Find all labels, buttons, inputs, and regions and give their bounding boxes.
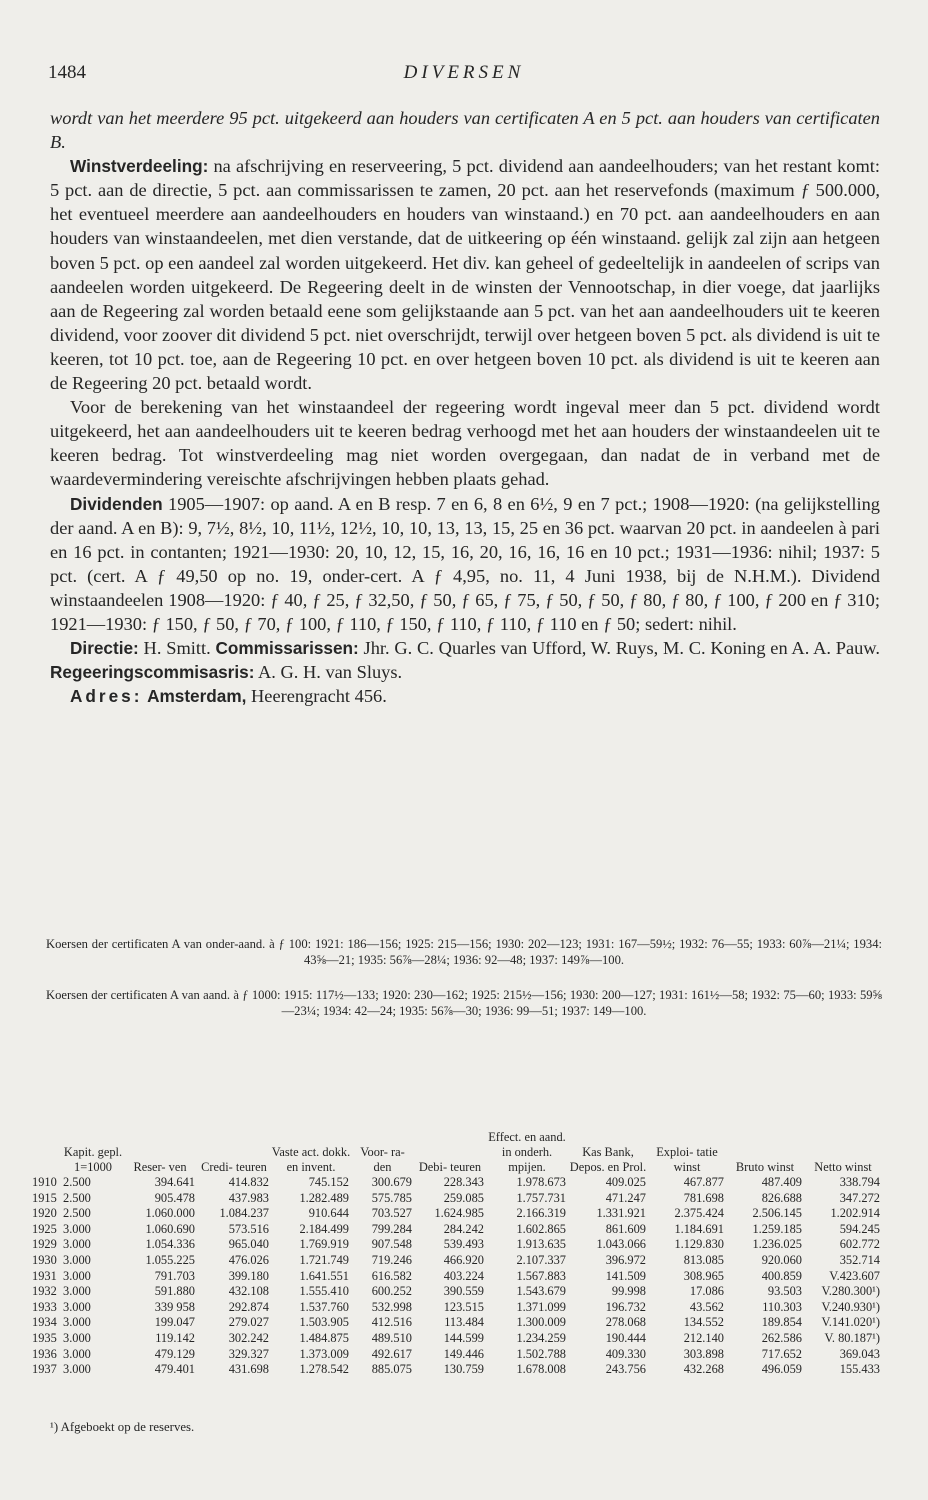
col-header-debiteuren: Debi- teuren (418, 1160, 482, 1174)
table-cell: 781.698 (683, 1190, 724, 1205)
table-cell: 1.678.008 (516, 1362, 566, 1377)
table-row (32, 1300, 882, 1316)
table-cell: 1.721.749 (299, 1252, 349, 1267)
table-cell: 352.714 (839, 1252, 880, 1267)
table-cell: 292.874 (228, 1299, 269, 1314)
table-cell: 479.129 (154, 1346, 195, 1361)
table-cell: 1.537.760 (299, 1299, 349, 1314)
table-cell: 489.510 (371, 1330, 412, 1345)
table-cell: 479.401 (154, 1362, 195, 1377)
table-cell: 492.617 (371, 1346, 412, 1361)
table-cell: 190.444 (605, 1330, 646, 1345)
table-cell: 3.000 (63, 1330, 91, 1345)
table-cell: 1.055.225 (145, 1252, 195, 1267)
table-cell-year: 1937 (32, 1362, 57, 1377)
table-cell: 1.060.000 (145, 1206, 195, 1221)
table-cell: 467.877 (683, 1175, 724, 1189)
table-cell: 791.703 (154, 1268, 195, 1283)
table-cell: 1.373.009 (299, 1346, 349, 1361)
table-cell: 432.268 (683, 1362, 724, 1377)
table-cell: 279.027 (228, 1315, 269, 1330)
table-cell: 1.555.410 (299, 1284, 349, 1299)
table-row (32, 1347, 882, 1363)
table-cell: 1.043.066 (596, 1237, 646, 1252)
table-cell: 965.040 (228, 1237, 269, 1252)
table-cell: 141.509 (605, 1268, 646, 1283)
table-cell: 496.059 (761, 1362, 802, 1377)
table-cell: V.240.930¹) (821, 1299, 880, 1314)
col-header-reserven: Reser- ven (133, 1160, 187, 1174)
dividenden-text: 1905—1907: op aand. A en B resp. 7 en 6, 8 en 6½, 9 en 7 pct.; 1908—1920: (na gelijkstelling der aand. A en B): 9, 7½, 8½, 10, 11½, 12½, 10, 10, 13, 13, 15, 25 en 36 pct. waarvan 20 pct. in aandeelen à pari en 16 pct. in contanten; 1921—1930: 20, 10, 12, 15, 16, 20, 16, 16, 16 en 10 pct.; 1931—1936: nihil; 1937: 5 pct. (cert. A ƒ 49,50 op no. 19, onder-cert. A ƒ 4,95, no. 11, 4 Juni 1938, bij de N.H.M.). Dividend winstaandeelen 1908—1920: ƒ 40, ƒ 25, ƒ 32,50, ƒ 50, ƒ 65, ƒ 75, ƒ 50, ƒ 50, ƒ 80, ƒ 80, ƒ 100, ƒ 200 en ƒ 310; 1921—1930: ƒ 150, ƒ 50, ƒ 70, ƒ 100, ƒ 110, ƒ 150, ƒ 110, ƒ 110, ƒ 110 en ƒ 50; sedert: nihil. (50, 493, 880, 634)
table-cell: V.423.607 (829, 1268, 880, 1283)
directie-paragraph (50, 636, 880, 684)
table-cell: 300.679 (371, 1175, 412, 1189)
table-cell: 1.371.099 (516, 1299, 566, 1314)
table-cell: 390.559 (443, 1284, 484, 1299)
table-cell: 93.503 (767, 1284, 802, 1299)
table-cell: 602.772 (839, 1237, 880, 1252)
table-cell: 409.330 (605, 1346, 646, 1361)
table-cell: 99.998 (611, 1284, 646, 1299)
table-cell-year: 1932 (32, 1284, 57, 1299)
table-cell: 119.142 (155, 1330, 195, 1345)
table-cell: 113.484 (444, 1315, 484, 1330)
table-cell: 2.107.337 (516, 1252, 566, 1267)
dividenden-label: Dividenden (70, 493, 163, 514)
table-cell-year: 1920 (32, 1206, 57, 1221)
table-row (32, 1175, 882, 1191)
table-row (32, 1284, 882, 1300)
page-number: 1484 (48, 62, 86, 83)
col-header-exploitatie-winst: Exploi- tatie winst (656, 1145, 718, 1174)
col-header-kas-bank: Kas Bank, Depos. en Prol. (569, 1145, 647, 1174)
table-cell: 3.000 (63, 1346, 91, 1361)
table-cell: 1.282.489 (299, 1190, 349, 1205)
table-cell: 1.331.921 (596, 1206, 646, 1221)
table-cell: 532.998 (371, 1299, 412, 1314)
table-cell: 17.086 (689, 1284, 724, 1299)
table-body (32, 1175, 882, 1378)
table-cell: 284.242 (443, 1221, 484, 1236)
table-cell-year: 1936 (32, 1346, 57, 1361)
table-row (32, 1253, 882, 1269)
table-cell: 1.236.025 (752, 1237, 802, 1252)
table-cell: 476.026 (228, 1252, 269, 1267)
table-cell: 329.327 (228, 1346, 269, 1361)
table-cell: 144.599 (443, 1330, 484, 1345)
table-cell-year: 1933 (32, 1299, 57, 1314)
table-cell: 3.000 (63, 1362, 91, 1377)
running-title: DIVERSEN (403, 62, 525, 83)
table-cell: 1.602.865 (516, 1221, 566, 1236)
table-cell: 369.043 (839, 1346, 880, 1361)
table-cell: 1.641.551 (299, 1268, 349, 1283)
table-cell: 539.493 (443, 1237, 484, 1252)
koersen-onder-aandeelen: Koersen der certificaten A van onder-aand. à ƒ 100: 1921: 186—156; 1925: 215—156; 1930: 202—123; 1931: 167—59½; 1932: 76—55; 1933: 60⅞—21¼; 1934: 43⅝—21; 1935: 56⅞—28¼; 1936: 92—48; 1937: 149⅞—100. (46, 937, 882, 967)
table-cell: 2.184.499 (299, 1221, 349, 1236)
table-cell: 920.060 (761, 1252, 802, 1267)
table-cell: V. 80.187¹) (824, 1330, 880, 1345)
table-cell: 409.025 (605, 1175, 646, 1189)
table-cell: 3.000 (63, 1284, 91, 1299)
table-cell: 1.259.185 (752, 1221, 802, 1236)
table-cell: 1.913.635 (516, 1237, 566, 1252)
winstverdeeling-text-2: 500.000, het eventueel meerdere aan aandeelhouders en houders van winstaand.) en 70 pct. aan aandeelhouders en aan houders van winstaandeelen, met dien verstande, dat de uitkeering op één winstaand. gelijk zal zijn aan hetgeen boven 5 pct. op een aandeel zal worden uitgekeerd. Het div. kan geheel of gedeeltelijk in aandeelen of scrips van aandeelen worden uitgekeerd. De Regeering deelt in de winsten der Vennootschap, in dier voege, dat jaarlijks aan de Regeering zal worden betaald eene som gelijkstaande aan 5 pct. van het aan aandeelhouders uit te keeren dividend, voor zoover dit dividend 5 pct. niet overschrijdt, terwijl over hetgeen boven 5 pct. als dividend is uit te keeren, tot 10 pct. toe, aan de Regeering 10 pct. en over hetgeen boven 10 pct. als dividend is uit te keeren aan de Regeering 20 pct. betaald wordt. (50, 180, 881, 394)
col-header-vaste-activa: Vaste act. dokk. en invent. (271, 1145, 351, 1174)
table-cell: 1.769.919 (299, 1237, 349, 1252)
table-cell: 134.552 (683, 1315, 724, 1330)
table-cell-year: 1931 (32, 1268, 57, 1283)
table-cell: 1.060.690 (145, 1221, 195, 1236)
table-cell-year: 1930 (32, 1252, 57, 1267)
table-row (32, 1331, 882, 1347)
table-cell: 907.548 (371, 1237, 412, 1252)
table-row (32, 1222, 882, 1238)
table-cell: 1.543.679 (516, 1284, 566, 1299)
table-cell: 703.527 (371, 1206, 412, 1221)
table-row (32, 1206, 882, 1222)
table-cell: 43.562 (689, 1299, 724, 1314)
table-cell: 905.478 (154, 1190, 195, 1205)
table-cell: 719.246 (371, 1252, 412, 1267)
table-cell-year: 1929 (32, 1237, 57, 1252)
intro-paragraph: wordt van het meerdere 95 pct. uitgekeerd aan houders van certificaten A en 5 pct. aan houders van certificaten B. (50, 108, 880, 153)
dividenden-paragraph (50, 492, 880, 637)
table-cell: 432.108 (228, 1284, 269, 1299)
table-cell: 466.920 (443, 1252, 484, 1267)
table-cell-year: 1925 (32, 1221, 57, 1236)
table-cell: 262.586 (761, 1330, 802, 1345)
table-cell: 910.644 (308, 1206, 349, 1221)
table-cell: 799.284 (371, 1221, 412, 1236)
col-header-effecten: Effect. en aand. in onderh. mpijen. (488, 1130, 566, 1174)
table-cell: 196.732 (605, 1299, 646, 1314)
table-cell: V.141.020¹) (821, 1315, 880, 1330)
table-cell: 399.180 (228, 1268, 269, 1283)
table-cell-year: 1915 (32, 1190, 57, 1205)
winstverdeeling-label: Winstverdeeling: (70, 156, 209, 177)
table-row (32, 1191, 882, 1207)
table-cell: 1.234.259 (516, 1330, 566, 1345)
table-cell: 3.000 (63, 1252, 91, 1267)
adres-label: Adres: (70, 686, 143, 707)
body-text (50, 106, 880, 708)
regeeringscommissaris-text: A. G. H. van Sluys. (254, 662, 403, 683)
table-cell: 813.085 (683, 1252, 724, 1267)
table-cell: 1.624.985 (434, 1206, 484, 1221)
table-cell: 3.000 (63, 1268, 91, 1283)
page-header (48, 62, 880, 88)
adres-paragraph (50, 684, 880, 708)
table-cell: 414.832 (228, 1175, 269, 1189)
table-row (32, 1315, 882, 1331)
table-cell: V.280.300¹) (821, 1284, 880, 1299)
table-cell: 431.698 (228, 1362, 269, 1377)
table-cell: 594.245 (839, 1221, 880, 1236)
table-cell: 243.756 (605, 1362, 646, 1377)
table-cell: 149.446 (443, 1346, 484, 1361)
table-row (32, 1269, 882, 1285)
col-header-crediteuren: Credi- teuren (201, 1160, 267, 1174)
table-cell: 575.785 (371, 1190, 412, 1205)
table-cell: 2.500 (63, 1190, 91, 1205)
regeeringscommissaris-label: Regeeringscommisasris: (50, 662, 255, 683)
table-row (32, 1362, 882, 1378)
table-cell: 303.898 (683, 1346, 724, 1361)
table-cell: 400.859 (761, 1268, 802, 1283)
financial-table (32, 1075, 882, 1378)
table-cell: 339 958 (154, 1299, 195, 1314)
table-header-row (32, 1075, 882, 1175)
table-cell: 3.000 (63, 1221, 91, 1236)
table-cell: 228.343 (443, 1175, 484, 1189)
table-cell: 2.506.145 (752, 1206, 802, 1221)
table-cell-year: 1935 (32, 1330, 57, 1345)
winstverdeeling-text-1: na afschrijving en reserveering, 5 pct. dividend aan aandeelhouders; van het restant komt: 5 pct. aan de directie, 5 pct. aan commissarissen te zamen, 20 pct. aan het reservefonds (maximum (50, 156, 880, 201)
col-header-voorraden: Voor- ra- den (360, 1145, 405, 1174)
directie-label: Directie: (70, 638, 139, 659)
adres-city: Amsterdam, (147, 686, 247, 707)
table-cell: 1.484.875 (299, 1330, 349, 1345)
table-cell: 278.068 (605, 1315, 646, 1330)
commissarissen-text: Jhr. G. C. Quarles van Ufford, W. Ruys, M. C. Koning en A. A. Pauw. (358, 638, 880, 659)
col-header-netto-winst: Netto winst (814, 1160, 872, 1174)
table-cell: 347.272 (839, 1190, 880, 1205)
col-header-kapitaal: Kapit. gepl. 1=1000 (63, 1145, 123, 1174)
table-cell: 3.000 (63, 1237, 91, 1252)
table-cell: 338.794 (839, 1175, 880, 1189)
table-cell: 394.641 (154, 1175, 195, 1189)
footnote: ¹) Afgeboekt op de reserves. (50, 1420, 195, 1434)
winstverdeeling-paragraph (50, 154, 880, 395)
table-cell: 212.140 (683, 1330, 724, 1345)
table-cell: 1.129.830 (674, 1237, 724, 1252)
table-cell: 3.000 (63, 1299, 91, 1314)
table-cell: 1.503.905 (299, 1315, 349, 1330)
table-cell: 2.166.319 (516, 1206, 566, 1221)
table-cell: 1.567.883 (516, 1268, 566, 1283)
table-cell-year: 1910 (32, 1175, 57, 1189)
table-cell: 2.500 (63, 1175, 91, 1189)
table-cell: 110.303 (762, 1299, 802, 1314)
table-cell: 1.278.542 (299, 1362, 349, 1377)
table-cell: 259.085 (443, 1190, 484, 1205)
florin-sign: ƒ (800, 180, 810, 201)
col-header-bruto-winst: Bruto winst (735, 1160, 795, 1174)
col-header (32, 1075, 63, 1175)
table-cell: 437.983 (228, 1190, 269, 1205)
table-cell: 1.300.009 (516, 1315, 566, 1330)
table-cell: 1.054.336 (145, 1237, 195, 1252)
table-cell: 403.224 (443, 1268, 484, 1283)
table-row (32, 1237, 882, 1253)
table-cell: 885.075 (371, 1362, 412, 1377)
adres-street: Heerengracht 456. (246, 686, 387, 707)
table-cell-year: 1934 (32, 1315, 57, 1330)
berekening-paragraph: Voor de berekening van het winstaandeel der regeering wordt ingeval meer dan 5 pct. dividend wordt uitgekeerd, het aan aandeelhouders uit te keeren bedrag verhoogd met het aan houders der winstaandeelen uit te keeren bedrag. Tot winstverdeeling mag niet worden overgegaan, dan nadat de in verband met de waardevermindering vereischte afschrijvingen hebben plaats gehad. (50, 397, 880, 490)
table-cell: 487.409 (761, 1175, 802, 1189)
table-cell: 1.084.237 (219, 1206, 269, 1221)
table-cell: 396.972 (605, 1252, 646, 1267)
table-cell: 591.880 (154, 1284, 195, 1299)
table-cell: 745.152 (308, 1175, 349, 1189)
table-cell: 2.375.424 (674, 1206, 724, 1221)
table-cell: 861.609 (605, 1221, 646, 1236)
table-cell: 1.978.673 (516, 1175, 566, 1189)
table-cell: 1.757.731 (516, 1190, 566, 1205)
commissarissen-label: Commissarissen: (215, 638, 359, 659)
table-cell: 573.516 (228, 1221, 269, 1236)
table-cell: 308.965 (683, 1268, 724, 1283)
table-cell: 2.500 (63, 1206, 91, 1221)
table-cell: 826.688 (761, 1190, 802, 1205)
table-cell: 412.516 (371, 1315, 412, 1330)
table-cell: 471.247 (605, 1190, 646, 1205)
table-cell: 600.252 (371, 1284, 412, 1299)
table-cell: 123.515 (443, 1299, 484, 1314)
table-cell: 302.242 (228, 1330, 269, 1345)
table-cell: 1.202.914 (830, 1206, 880, 1221)
table-cell: 1.184.691 (674, 1221, 724, 1236)
table-cell: 130.759 (443, 1362, 484, 1377)
koersen-aandeelen: Koersen der certificaten A van aand. à ƒ 1000: 1915: 117½—133; 1920: 230—162; 1925: 215½—156; 1930: 200—127; 1931: 161½—58; 1932: 75—60; 1933: 59⅝—23¼; 1934: 42—24; 1935: 56⅞—30; 1936: 99—51; 1937: 149—100. (46, 988, 882, 1018)
table-cell: 1.502.788 (516, 1346, 566, 1361)
table-cell: 199.047 (154, 1315, 195, 1330)
table-cell: 3.000 (63, 1315, 91, 1330)
table-cell: 189.854 (761, 1315, 802, 1330)
table-cell: 717.652 (761, 1346, 802, 1361)
table-cell: 616.582 (371, 1268, 412, 1283)
table-cell: 155.433 (839, 1362, 880, 1377)
directie-text: H. Smitt. (138, 638, 216, 659)
